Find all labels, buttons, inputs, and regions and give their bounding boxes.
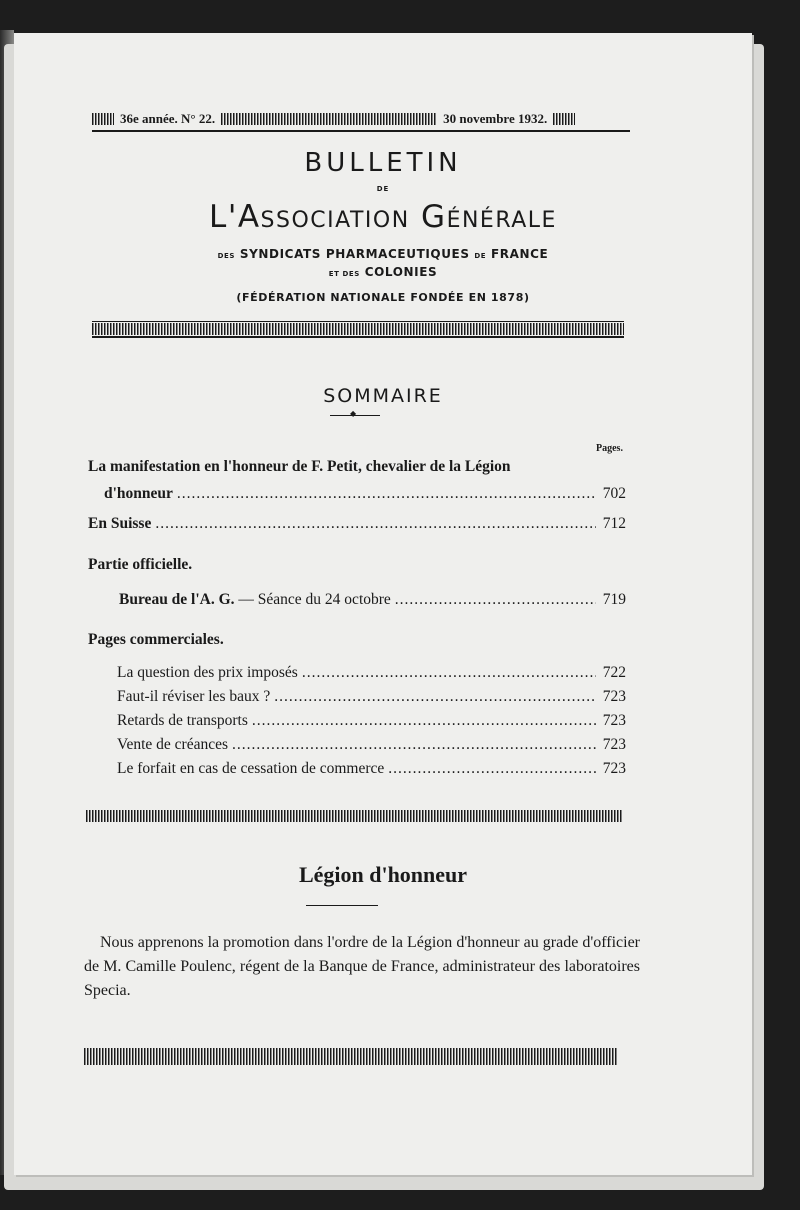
issue-header-line xyxy=(92,110,630,128)
toc-entry-label: Le forfait en cas de cessation de commerce xyxy=(117,760,385,777)
toc-entry-label: Vente de créances xyxy=(117,736,229,753)
ornament-bar xyxy=(92,323,624,335)
toc-entry xyxy=(117,760,626,778)
toc-page-number: 702 xyxy=(602,485,626,502)
leader-dots xyxy=(252,712,596,730)
toc-entry xyxy=(117,688,626,706)
sommaire-ornament xyxy=(330,415,380,416)
leader-dots xyxy=(302,664,596,682)
sommaire-title: SOMMAIRE xyxy=(323,385,443,407)
masthead-bulletin: BULLETIN xyxy=(304,148,462,178)
toc-entry xyxy=(117,712,626,730)
ornament-bar xyxy=(86,810,622,822)
ornament-bar xyxy=(84,1048,618,1065)
leader-dots xyxy=(388,760,596,778)
toc-page-number: 723 xyxy=(602,688,626,705)
toc-page-number: 722 xyxy=(602,664,626,681)
bottom-divider-bar xyxy=(84,1048,618,1065)
header-rule xyxy=(92,130,630,132)
leader-dots xyxy=(395,591,596,609)
toc-entry xyxy=(117,664,626,682)
ornament-bar xyxy=(221,113,437,125)
issue-number: 36e année. N° 22. xyxy=(120,111,216,126)
section-partie-officielle: Partie officielle. xyxy=(88,556,193,573)
leader-dots xyxy=(232,736,596,754)
leader-dots xyxy=(155,515,596,533)
toc-page-number: 712 xyxy=(602,515,626,532)
issue-date: 30 novembre 1932. xyxy=(443,111,548,126)
masthead-subtitle-3: (FÉDÉRATION NATIONALE FONDÉE EN 1878) xyxy=(236,291,530,304)
masthead-subtitle-1: DES SYNDICATS PHARMACEUTIQUES DE FRANCE xyxy=(217,247,549,261)
toc-page-number: 723 xyxy=(602,736,626,753)
toc-entry xyxy=(88,515,626,533)
toc-page-number: 719 xyxy=(602,591,626,608)
article-title: Légion d'honneur xyxy=(298,862,468,887)
article-body: Nous apprenons la promotion dans l'ordre de la Légion d'honneur au grade d'officier de M. Camille Poulenc, régent de la Banque de France, administrateur des laboratoires Specia. xyxy=(84,934,640,999)
toc-entry-label: Faut-il réviser les baux ? xyxy=(117,688,271,705)
bulletin-page xyxy=(14,33,752,1175)
section-pages-commerciales: Pages commerciales. xyxy=(88,631,224,648)
toc-entry xyxy=(104,485,626,503)
pages-label: Pages. xyxy=(596,443,623,454)
toc-entry-label: d'honneur xyxy=(104,485,173,502)
leader-dots xyxy=(274,688,596,706)
masthead-de: DE xyxy=(376,185,390,193)
section-divider-bar xyxy=(86,810,622,822)
toc-entry-label: En Suisse xyxy=(88,515,152,532)
masthead-ornament-bar xyxy=(92,321,624,338)
article-title-rule xyxy=(306,905,378,906)
toc-entry-label: La manifestation en l'honneur de F. Petit, chevalier de la Légion xyxy=(88,458,511,475)
toc-entry-label: Retards de transports xyxy=(117,712,248,729)
toc-entry-label: Bureau de l'A. G. — Séance du 24 octobre xyxy=(119,591,391,608)
toc-entry xyxy=(117,736,626,754)
toc-entry-line xyxy=(88,458,626,476)
ornament-bar xyxy=(553,113,575,125)
toc-page-number: 723 xyxy=(602,760,626,777)
toc-entry xyxy=(119,591,626,609)
ornament-bar xyxy=(92,113,114,125)
toc-entry-label: La question des prix imposés xyxy=(117,664,298,681)
masthead-association: L'ASSOCIATION GÉNÉRALE xyxy=(209,199,557,235)
leader-dots xyxy=(177,485,596,503)
toc-page-number: 723 xyxy=(602,712,626,729)
masthead-subtitle-2: ET DES COLONIES xyxy=(328,265,438,279)
